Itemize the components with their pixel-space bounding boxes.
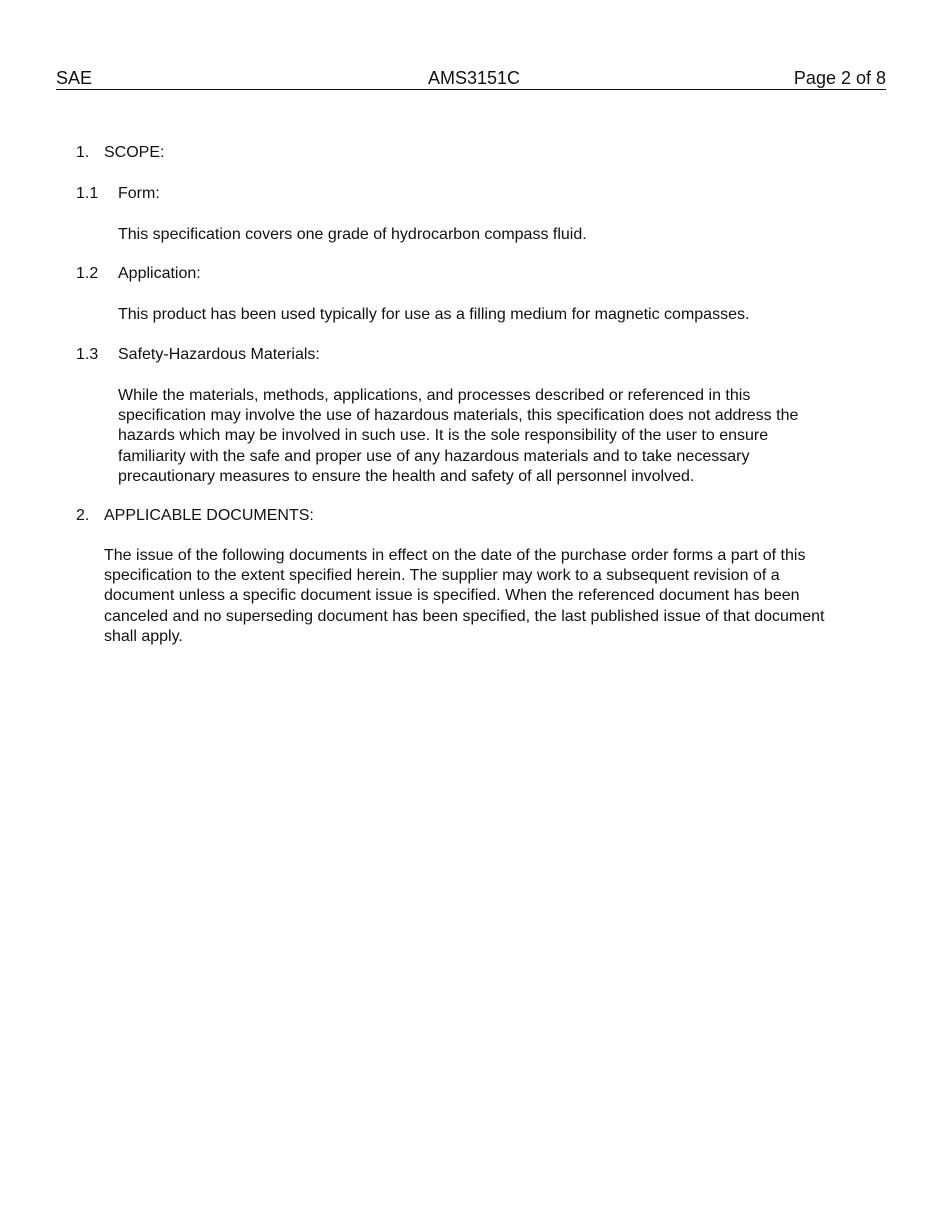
section-1-3-body xyxy=(118,386,798,487)
section-1-2-title: Application: xyxy=(118,265,201,282)
paragraph-line: document unless a specific document issue is specified. When the referenced document has been xyxy=(104,587,800,605)
section-1-1-text: This specification covers one grade of hydrocarbon compass fluid. xyxy=(118,226,587,243)
paragraph-line: hazards which may be involved in such use. It is the sole responsibility of the user to ensure xyxy=(118,427,769,445)
paragraph-line: shall apply. xyxy=(104,627,183,645)
section-1-1-title: Form: xyxy=(118,185,160,202)
section-1-3-title: Safety-Hazardous Materials: xyxy=(118,346,320,363)
paragraph-line: precautionary measures to ensure the health and safety of all personnel involved. xyxy=(118,467,695,485)
section-1-3-number: 1.3 xyxy=(76,346,99,363)
section-2-number: 2. xyxy=(76,507,90,524)
page-header xyxy=(56,68,886,90)
paragraph-line: familiarity with the safe and proper use of any hazardous materials and to take necessary xyxy=(118,447,750,465)
header-org: SAE xyxy=(56,68,93,88)
section-1-title: SCOPE: xyxy=(104,144,165,161)
section-1-1-number: 1.1 xyxy=(76,185,99,202)
paragraph-line: canceled and no superseding document has been specified, the last published issue of that document xyxy=(104,607,825,625)
section-1-number: 1. xyxy=(76,144,90,161)
paragraph-line: specification may involve the use of hazardous materials, this specification does not address the xyxy=(118,407,799,425)
section-1-2-body xyxy=(118,305,749,325)
paragraph-line: While the materials, methods, applications, and processes described or referenced in this xyxy=(118,387,751,404)
section-2-body xyxy=(104,546,824,647)
section-2-title: APPLICABLE DOCUMENTS: xyxy=(104,507,314,524)
header-page-number: Page 2 of 8 xyxy=(793,68,886,88)
section-1-2-text: This product has been used typically for use as a filling medium for magnetic compasses. xyxy=(118,306,750,323)
paragraph-line: specification to the extent specified herein. The supplier may work to a subsequent revision of a xyxy=(104,567,780,585)
paragraph-line: The issue of the following documents in effect on the date of the purchase order forms a part of this xyxy=(104,547,806,564)
header-doc-number: AMS3151C xyxy=(428,68,521,88)
section-1-1-body xyxy=(118,225,587,245)
section-1-2-number: 1.2 xyxy=(76,265,99,282)
